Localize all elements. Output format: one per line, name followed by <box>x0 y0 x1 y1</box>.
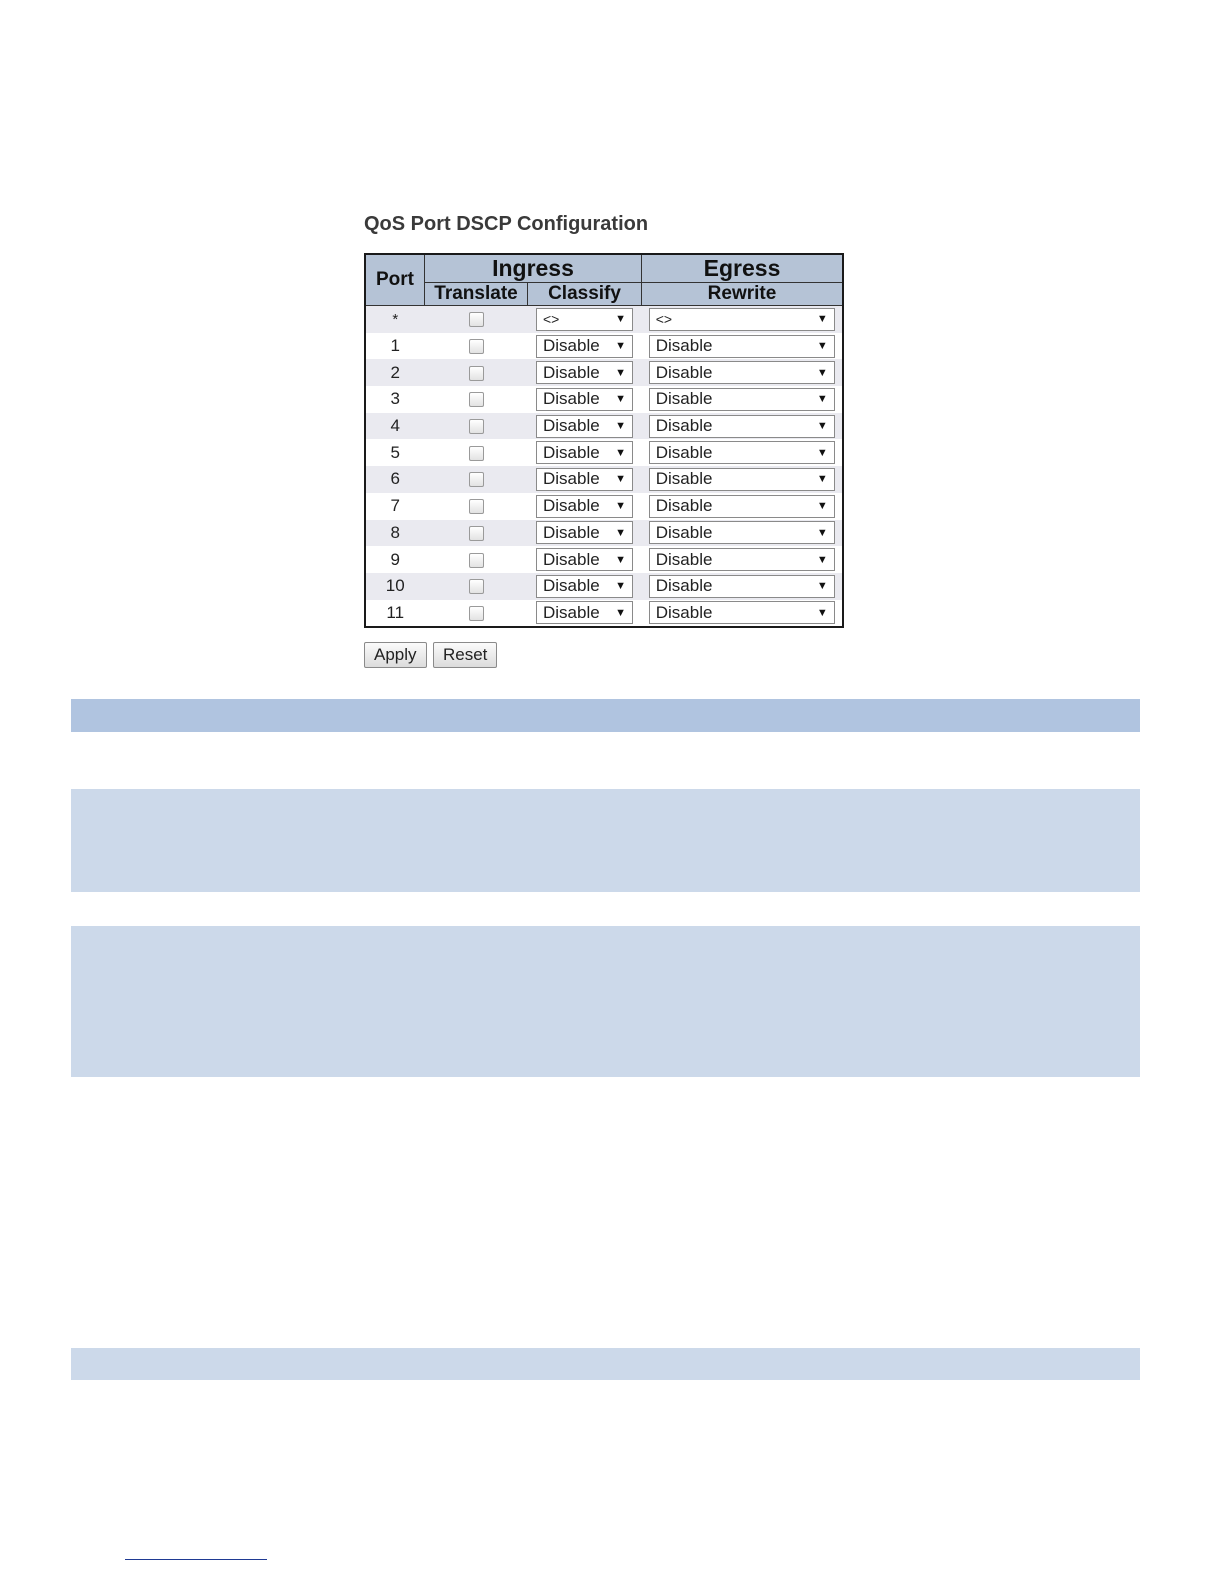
dropdown-arrow-icon: ▼ <box>615 420 626 433</box>
dropdown-arrow-icon: ▼ <box>615 500 626 513</box>
translate-cell <box>425 600 528 628</box>
table-row-all-ports <box>365 306 843 333</box>
rewrite-cell <box>642 573 844 600</box>
port-number: 1 <box>365 333 425 360</box>
classify-cell <box>528 306 642 333</box>
classify-select[interactable] <box>536 468 633 491</box>
classify-cell <box>528 600 642 628</box>
classify-value: Disable <box>543 336 600 356</box>
rewrite-select[interactable] <box>649 495 835 518</box>
dropdown-arrow-icon: ▼ <box>816 500 828 513</box>
translate-checkbox[interactable] <box>469 366 484 381</box>
translate-cell <box>425 333 528 360</box>
translate-checkbox[interactable] <box>469 446 484 461</box>
translate-cell <box>425 493 528 520</box>
translate-cell <box>425 546 528 573</box>
rewrite-value: Disable <box>655 416 713 436</box>
translate-checkbox[interactable] <box>469 392 484 407</box>
rewrite-select[interactable] <box>649 575 835 598</box>
classify-select[interactable] <box>536 308 633 331</box>
table-row <box>365 439 843 466</box>
translate-cell <box>425 413 528 440</box>
table-row <box>365 386 843 413</box>
rewrite-value: Disable <box>655 576 713 596</box>
classify-value: Disable <box>543 469 600 489</box>
port-number: 11 <box>365 600 425 628</box>
dropdown-arrow-icon: ▼ <box>615 446 626 459</box>
translate-cell <box>425 520 528 547</box>
classify-select[interactable] <box>536 575 633 598</box>
section-header-band <box>71 1348 1140 1380</box>
port-number: 10 <box>365 573 425 600</box>
port-header: Port <box>365 254 425 306</box>
port-number: 5 <box>365 439 425 466</box>
port-number: * <box>365 306 425 333</box>
classify-value: Disable <box>543 389 600 409</box>
dropdown-arrow-icon: ▼ <box>816 580 828 593</box>
ingress-header: Ingress <box>425 254 642 283</box>
classify-cell <box>528 413 642 440</box>
classify-cell <box>528 466 642 493</box>
table-row <box>365 333 843 360</box>
translate-cell <box>425 359 528 386</box>
classify-value: Disable <box>543 362 600 382</box>
dropdown-arrow-icon: ▼ <box>615 580 626 593</box>
port-number: 3 <box>365 386 425 413</box>
classify-cell <box>528 386 642 413</box>
qos-port-dscp-table <box>364 253 844 628</box>
dropdown-arrow-icon: ▼ <box>816 473 828 486</box>
classify-select[interactable] <box>536 601 633 624</box>
table-row <box>365 359 843 386</box>
rewrite-value: Disable <box>655 469 713 489</box>
footnote-divider <box>125 1559 267 1560</box>
dropdown-arrow-icon: ▼ <box>615 313 626 326</box>
translate-checkbox[interactable] <box>469 526 484 541</box>
dropdown-arrow-icon: ▼ <box>615 606 626 619</box>
port-number: 2 <box>365 359 425 386</box>
rewrite-value: Disable <box>655 362 713 382</box>
table-row <box>365 466 843 493</box>
classify-cell <box>528 333 642 360</box>
classify-select[interactable] <box>536 388 633 411</box>
port-number: 8 <box>365 520 425 547</box>
rewrite-cell <box>642 493 844 520</box>
rewrite-select[interactable] <box>649 601 835 624</box>
dropdown-arrow-icon: ▼ <box>615 340 626 353</box>
rewrite-select[interactable] <box>649 548 835 571</box>
rewrite-cell <box>642 546 844 573</box>
translate-header: Translate <box>425 283 528 306</box>
translate-cell <box>425 306 528 333</box>
classify-select[interactable] <box>536 415 633 438</box>
rewrite-cell <box>642 359 844 386</box>
dropdown-arrow-icon: ▼ <box>615 473 626 486</box>
apply-button[interactable]: Apply <box>364 642 427 668</box>
classify-cell <box>528 359 642 386</box>
classify-value: Disable <box>543 496 600 516</box>
classify-value: Disable <box>543 522 600 542</box>
table-row <box>365 546 843 573</box>
translate-checkbox[interactable] <box>469 472 484 487</box>
rewrite-cell <box>642 466 844 493</box>
dropdown-arrow-icon: ▼ <box>816 313 828 326</box>
page-title: QoS Port DSCP Configuration <box>364 213 649 235</box>
dropdown-arrow-icon: ▼ <box>615 526 626 539</box>
classify-select[interactable] <box>536 335 633 358</box>
rewrite-cell <box>642 333 844 360</box>
rewrite-cell <box>642 520 844 547</box>
button-bar <box>364 642 499 668</box>
rewrite-cell <box>642 306 844 333</box>
dropdown-arrow-icon: ▼ <box>816 553 828 566</box>
table-row <box>365 493 843 520</box>
rewrite-select[interactable] <box>649 415 835 438</box>
classify-cell <box>528 573 642 600</box>
rewrite-select[interactable] <box>649 441 835 464</box>
table-row <box>365 600 843 628</box>
dropdown-arrow-icon: ▼ <box>816 420 828 433</box>
rewrite-header: Rewrite <box>642 283 844 306</box>
translate-checkbox[interactable] <box>469 606 484 621</box>
rewrite-select[interactable] <box>649 388 835 411</box>
port-number: 4 <box>365 413 425 440</box>
rewrite-value: Disable <box>655 602 713 622</box>
reset-button[interactable]: Reset <box>433 642 497 668</box>
classify-cell <box>528 493 642 520</box>
rewrite-select[interactable] <box>649 335 835 358</box>
translate-cell <box>425 386 528 413</box>
rewrite-value: Disable <box>655 336 713 356</box>
port-number: 9 <box>365 546 425 573</box>
egress-header: Egress <box>642 254 844 283</box>
translate-checkbox[interactable] <box>469 312 484 327</box>
rewrite-value: Disable <box>655 549 713 569</box>
classify-cell <box>528 546 642 573</box>
rewrite-select[interactable] <box>649 361 835 384</box>
translate-cell <box>425 573 528 600</box>
classify-value: <> <box>543 311 560 328</box>
rewrite-select[interactable] <box>649 308 835 331</box>
dropdown-arrow-icon: ▼ <box>615 366 626 379</box>
rewrite-cell <box>642 600 844 628</box>
translate-checkbox[interactable] <box>469 553 484 568</box>
rewrite-value: Disable <box>655 389 713 409</box>
translate-checkbox[interactable] <box>469 579 484 594</box>
translate-checkbox[interactable] <box>469 339 484 354</box>
classify-select[interactable] <box>536 441 633 464</box>
translate-checkbox[interactable] <box>469 419 484 434</box>
table-row <box>365 413 843 440</box>
rewrite-value: Disable <box>655 442 713 462</box>
classify-header: Classify <box>528 283 642 306</box>
translate-checkbox[interactable] <box>469 499 484 514</box>
classify-value: Disable <box>543 602 600 622</box>
classify-select[interactable] <box>536 521 633 544</box>
rewrite-value: Disable <box>655 496 713 516</box>
port-number: 6 <box>365 466 425 493</box>
classify-value: Disable <box>543 576 600 596</box>
classify-select[interactable] <box>536 495 633 518</box>
rewrite-cell <box>642 386 844 413</box>
rewrite-select[interactable] <box>649 521 835 544</box>
dropdown-arrow-icon: ▼ <box>816 340 828 353</box>
classify-cell <box>528 439 642 466</box>
classify-cell <box>528 520 642 547</box>
dropdown-arrow-icon: ▼ <box>615 553 626 566</box>
rewrite-cell <box>642 439 844 466</box>
translate-cell <box>425 466 528 493</box>
translate-cell <box>425 439 528 466</box>
rewrite-select[interactable] <box>649 468 835 491</box>
classify-value: Disable <box>543 442 600 462</box>
port-number: 7 <box>365 493 425 520</box>
classify-select[interactable] <box>536 548 633 571</box>
dropdown-arrow-icon: ▼ <box>816 366 828 379</box>
dropdown-arrow-icon: ▼ <box>816 446 828 459</box>
info-band <box>71 926 1140 1077</box>
dropdown-arrow-icon: ▼ <box>816 526 828 539</box>
dropdown-arrow-icon: ▼ <box>615 393 626 406</box>
classify-value: Disable <box>543 416 600 436</box>
rewrite-cell <box>642 413 844 440</box>
dropdown-arrow-icon: ▼ <box>816 606 828 619</box>
dropdown-arrow-icon: ▼ <box>816 393 828 406</box>
classify-value: Disable <box>543 549 600 569</box>
info-band <box>71 789 1140 892</box>
classify-select[interactable] <box>536 361 633 384</box>
rewrite-value: Disable <box>655 522 713 542</box>
table-row <box>365 520 843 547</box>
rewrite-value: <> <box>655 311 673 328</box>
section-header-band <box>71 699 1140 732</box>
table-row <box>365 573 843 600</box>
